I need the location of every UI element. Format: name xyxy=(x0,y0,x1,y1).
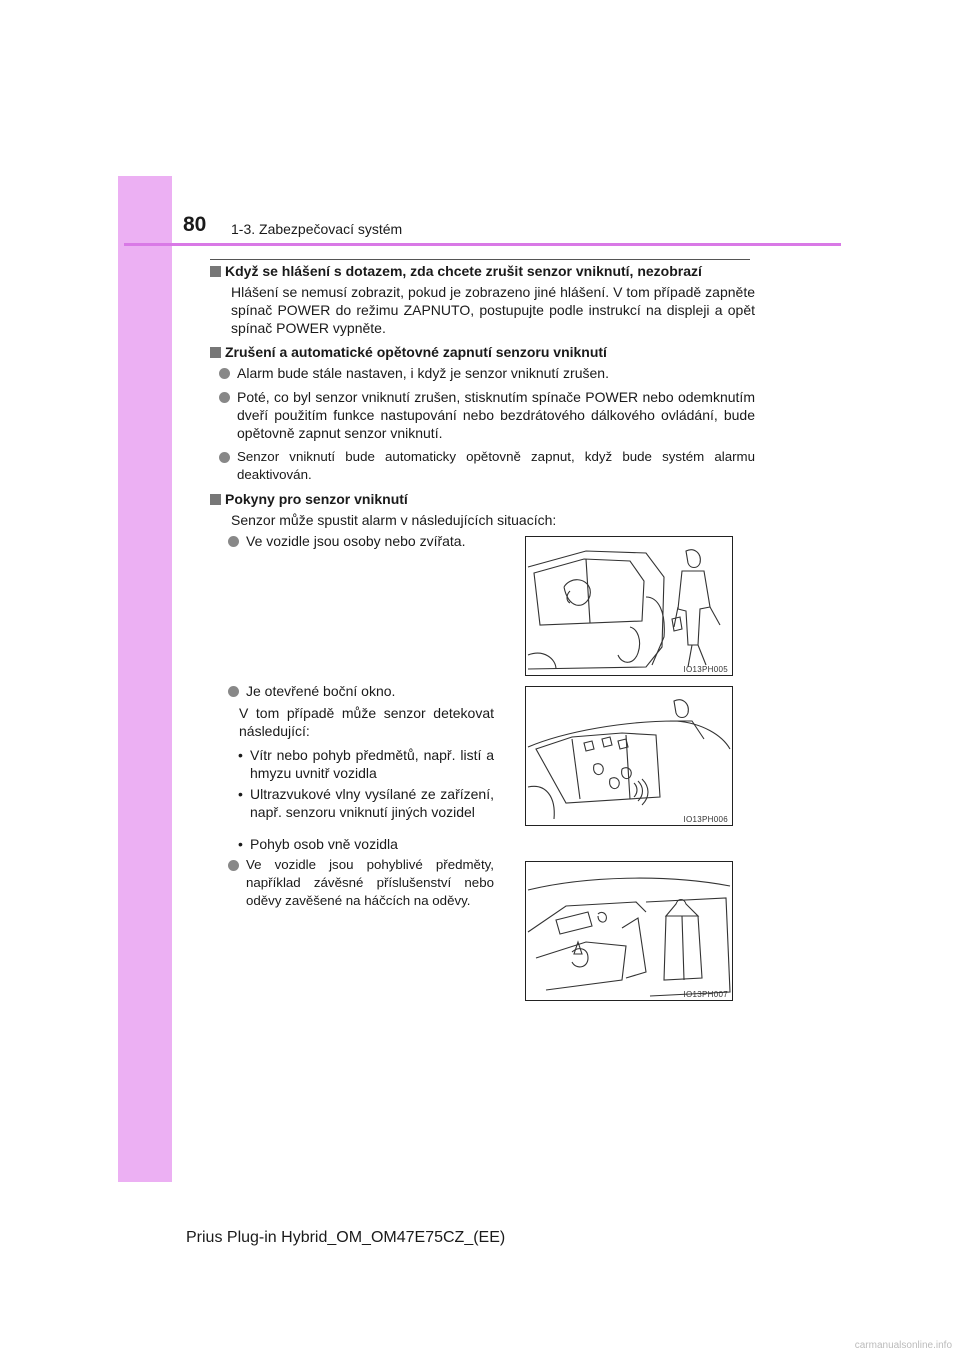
situation-text: V tom případě může senzor detekovat následující: xyxy=(239,705,494,739)
section-heading: Pokyny pro senzor vniknutí xyxy=(210,490,755,508)
dog-in-car-drawing xyxy=(526,537,732,675)
figure-caption: IO13PH005 xyxy=(683,665,728,674)
section-heading: Když se hlášení s dotazem, zda chcete zrušit senzor vniknutí, nezobrazí xyxy=(210,262,755,280)
list-item: Ve vozidle jsou pohyblivé předměty, například závěsné příslušenství nebo oděvy zavěšené na háčcích na oděvy. xyxy=(246,856,494,910)
watermark-site: carmanualsonline.info xyxy=(854,1340,952,1351)
chapter-side-tab xyxy=(118,176,172,1182)
footer-document-id: Prius Plug-in Hybrid_OM_OM47E75CZ_(EE) xyxy=(186,1229,506,1246)
page-number: 80 xyxy=(183,213,207,236)
open-window-drawing xyxy=(526,687,732,825)
header-divider xyxy=(124,243,841,246)
situation-people-animals xyxy=(219,532,494,556)
list-item: Alarm bude stále nastaven, i když je senzor vniknutí zrušen. xyxy=(237,364,755,382)
section-text: Hlášení se nemusí zobrazit, pokud je zobrazeno jiné hlášení. V tom případě zapněte spínač POWER do režimu ZAPNUTO, postupujte podle instrukcí na displeji a opět spínač POWER vypněte. xyxy=(231,284,755,336)
square-bullet-icon xyxy=(210,347,221,358)
square-bullet-icon xyxy=(210,266,221,277)
section-text: Senzor může spustit alarm v následujících situacích: xyxy=(231,512,557,528)
list-item: Je otevřené boční okno. xyxy=(246,682,494,700)
list-item: Senzor vniknutí bude automaticky opětovně zapnut, když bude systém alarmu deaktivován. xyxy=(237,448,755,484)
round-bullet-icon xyxy=(219,368,230,379)
round-bullet-icon xyxy=(228,536,239,547)
illustration-dog-in-car xyxy=(525,536,733,676)
list-item: Ve vozidle jsou osoby nebo zvířata. xyxy=(246,532,494,550)
sub-list-item: • Pohyb osob vně vozidla xyxy=(238,836,398,852)
round-bullet-icon xyxy=(219,392,230,403)
illustration-hanging-clothes xyxy=(525,861,733,1001)
round-bullet-icon xyxy=(228,686,239,697)
round-bullet-icon xyxy=(219,452,230,463)
sub-list-item: • Vítr nebo pohyb předmětů, např. listí a hmyzu uvnitř vozidla xyxy=(238,747,494,781)
sub-list-item: • Ultrazvukové vlny vysílané ze zařízení, např. senzoru vniknutí jiných vozidel xyxy=(238,786,494,820)
figure-caption: IO13PH006 xyxy=(683,815,728,824)
content-divider xyxy=(210,259,750,260)
section-heading: Zrušení a automatické opětovné zapnutí senzoru vniknutí xyxy=(210,343,755,361)
hanging-clothes-drawing xyxy=(526,862,732,1000)
section-title: 1-3. Zabezpečovací systém xyxy=(231,221,403,237)
situation-open-window xyxy=(219,682,494,856)
situation-moving-objects xyxy=(219,856,494,916)
illustration-open-window xyxy=(525,686,733,826)
round-bullet-icon xyxy=(228,860,239,871)
main-content xyxy=(210,262,755,535)
list-item: Poté, co byl senzor vniknutí zrušen, stisknutím spínače POWER nebo odemknutím dveří použitím funkce nastupování nebo bezdrátového dálkového ovládání, bude opětovně zapnut senzor vniknutí. xyxy=(237,388,755,442)
figure-caption: IO13PH007 xyxy=(683,990,728,999)
square-bullet-icon xyxy=(210,494,221,505)
